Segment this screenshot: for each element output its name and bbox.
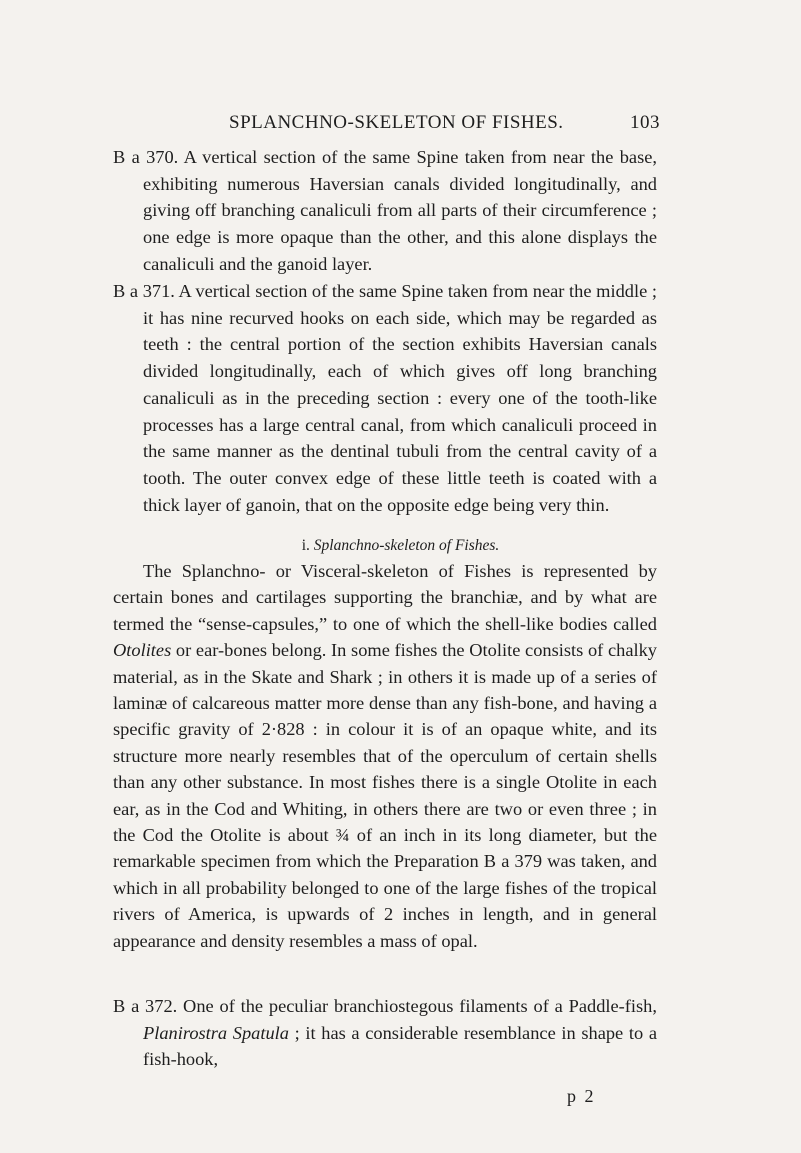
section-title: Splanchno-skeleton of Fishes. — [313, 537, 500, 554]
running-head — [0, 112, 801, 142]
body-paragraph — [113, 558, 657, 954]
entry-b-a-370 — [113, 144, 657, 278]
entry-paragraph — [113, 144, 657, 278]
entry-b-a-371 — [113, 278, 657, 518]
entry-paragraph — [113, 278, 657, 518]
entry-text-after: ; it has a considerable resemblance in shape to a fish-hook, — [143, 1022, 657, 1070]
paragraph-part-1: The Splanchno- or Visceral-skeleton of Fishes is represented by certain bones and cartilages supporting the branchiæ, and by what are termed the “sense-capsules,” to one of which the shell-like bodies called — [113, 561, 657, 634]
entry-label: B a 372. — [113, 996, 178, 1016]
section-heading — [0, 537, 801, 555]
paragraph-text — [113, 558, 657, 954]
signature-mark: p 2 — [567, 1086, 596, 1106]
entry-text: A vertical section of the same Spine taken from near the base, exhibiting numerous Haversian canals divided longitudinally, and giving off branching canaliculi from all parts of their circumference ; one edge is more opaque than the other, and this alone displays the canaliculi and the ganoid layer. — [143, 147, 657, 274]
entry-text-before: One of the peculiar branchiostegous filaments of a Paddle-fish, — [183, 996, 657, 1016]
paragraph-part-2: or ear-bones belong. In some fishes the Otolite consists of chalky material, as in the Skate and Shark ; in others it is made up of a series of laminæ of calcareous matter more dense than any fish-bone, and having a specific gravity of 2·828 : in colour it is of an opaque white, and its structure more nearly resembles that of the operculum of certain shells than any other substance. In most fishes there is a single Otolite in each ear, as in the Cod and Whiting, in others there are two or even three ; in the Cod the Otolite is about ¾ of an inch in its long diameter, but the remarkable specimen from which the Preparation B a 379 was taken, and which in all probability belonged to one of the large fishes of the tropical rivers of America, is upwards of 2 inches in length, and in general appearance and density resembles a mass of opal. — [113, 640, 657, 951]
entry-label: B a 371. — [113, 281, 175, 301]
entry-label: B a 370. — [113, 147, 179, 167]
term-otolites: Otolites — [113, 640, 172, 661]
entry-paragraph — [113, 993, 657, 1073]
running-title: SPLANCHNO-SKELETON OF FISHES. — [229, 112, 564, 133]
entry-text: A vertical section of the same Spine taken from near the middle ; it has nine recurved hooks on each side, which may be regarded as teeth : the central portion of the section exhibits Haversian canals divided longitudinally, each of which gives off long branching canaliculi as in the preceding section : every one of the tooth-like processes has a large central canal, from which canaliculi proceed in the same manner as the dentinal tubuli from the central cavity of a tooth. The outer convex edge of these little teeth is coated with a thick layer of ganoin, that on the opposite edge being very thin. — [143, 281, 657, 515]
section-numeral: i. — [301, 537, 310, 554]
species-name: Planirostra Spatula — [143, 1022, 289, 1043]
page-number: 103 — [630, 112, 660, 133]
entry-b-a-372 — [113, 993, 657, 1073]
